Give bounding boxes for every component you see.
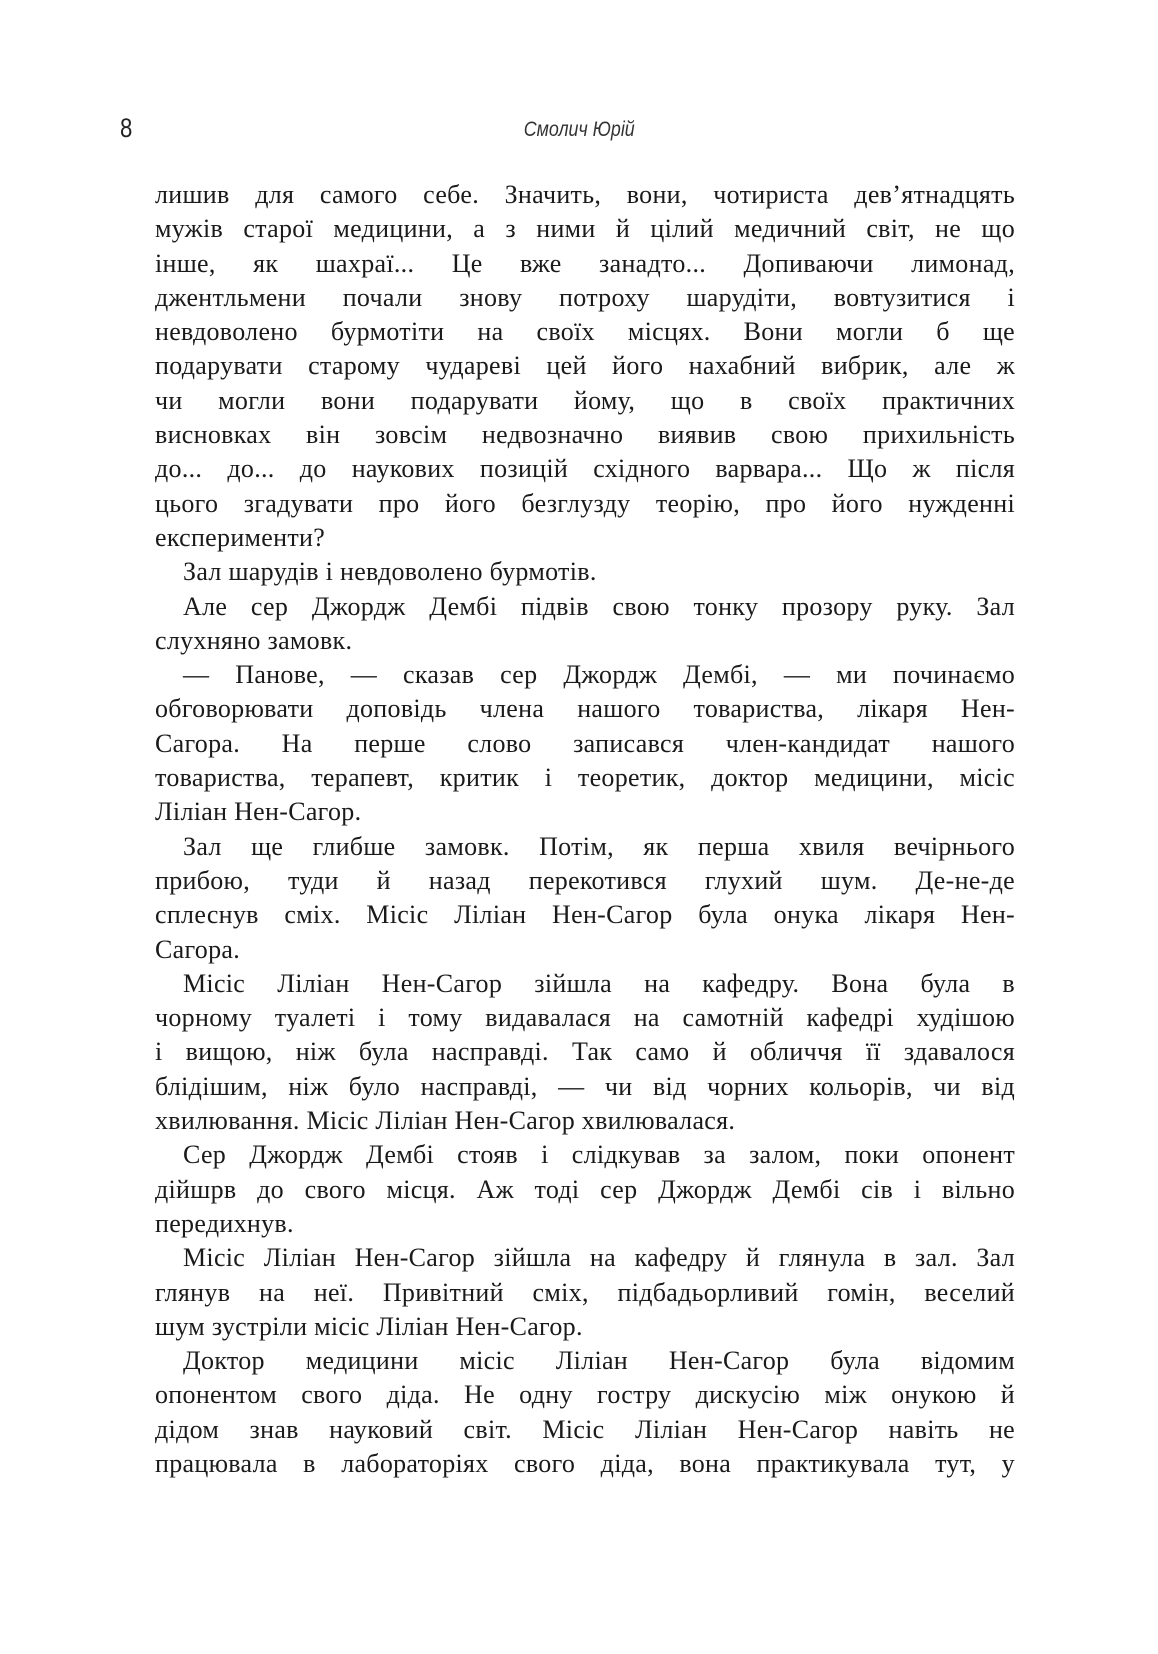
text-line: до... до... до наукових позицій східного варвара... Що ж після	[155, 454, 1015, 484]
text-line: висновках він зовсім недвозначно виявив свою прихильність	[155, 420, 1015, 450]
text-line: Але сер Джордж Дембі підвів свою тонку прозору руку. Зал	[183, 591, 1015, 621]
text-line: Місіс Ліліан Нен-Сагор зійшла на кафедру. Вона була в	[183, 968, 1015, 998]
text-line: мужів старої медицини, а з ними й цілий медичний світ, не що	[155, 214, 1015, 244]
text-line: сплеснув сміх. Місіс Ліліан Нен-Сагор була онука лікаря Нен-	[155, 900, 1015, 930]
text-line: — Панове, — сказав сер Джордж Дембі, — ми починаємо	[183, 660, 1015, 690]
page-number: 8	[120, 113, 133, 143]
text-line: Сагора.	[155, 934, 241, 964]
running-header	[0, 118, 1158, 142]
text-line: опонентом свого діда. Не одну гостру дискусію між онукою й	[155, 1380, 1015, 1410]
text-line: товариства, терапевт, критик і теоретик, доктор медицини, місіс	[155, 763, 1015, 793]
text-line: Доктор медицини місіс Ліліан Нен-Сагор була відомим	[183, 1346, 1015, 1376]
text-line: глянув на неї. Привітний сміх, підбадьорливий гомін, веселий	[155, 1277, 1015, 1307]
text-line: працювала в лабораторіях свого діда, вона практикувала тут, у	[155, 1448, 1015, 1478]
text-line: дійшрв до свого місця. Аж тоді сер Джордж Дембі сів і вільно	[155, 1174, 1015, 1204]
text-line: подарувати старому чудареві цей його нахабний вибрик, але ж	[155, 351, 1015, 381]
text-line: обговорювати доповідь члена нашого товариства, лікаря Нен-	[155, 694, 1015, 724]
text-line: чорному туалеті і тому видавалася на самотній кафедрі худішою	[155, 1003, 1015, 1033]
text-line: слухняно замовк.	[155, 625, 353, 655]
text-line: цього згадувати про його безглузду теорію, про його нужденні	[155, 488, 1015, 518]
author-name: Смолич Юрій	[523, 118, 635, 141]
text-line: передихнув.	[155, 1208, 294, 1238]
text-line: і вищою, ніж була насправді. Так само й обличчя її здавалося	[155, 1037, 1015, 1067]
text-line: експерименти?	[155, 522, 326, 552]
text-line: лишив для самого себе. Значить, вони, чотириста дев’ятнадцять	[155, 180, 1015, 209]
text-line: джентльмени почали знову потроху шарудіти, вовтузитися і	[155, 282, 1015, 312]
text-line: блідішим, ніж було насправді, — чи від чорних кольорів, чи від	[155, 1071, 1015, 1101]
text-line: невдоволено бурмотіти на своїх місцях. Вони могли б ще	[155, 317, 1015, 347]
text-line: Місіс Ліліан Нен-Сагор зійшла на кафедру й глянула в зал. Зал	[183, 1243, 1015, 1273]
text-line: Сер Джордж Дембі стояв і слідкував за залом, поки опонент	[183, 1140, 1015, 1170]
text-line: хвилювання. Місіс Ліліан Нен-Сагор хвилювалася.	[155, 1106, 736, 1136]
text-line: Ліліан Нен-Сагор.	[155, 797, 362, 827]
text-line: шум зустріли місіс Ліліан Нен-Сагор.	[155, 1311, 583, 1341]
text-line: чи могли вони подарувати йому, що в своїх практичних	[155, 385, 1015, 415]
text-line: прибою, туди й назад перекотився глухий шум. Де-не-де	[155, 865, 1015, 895]
text-line: інше, як шахраї... Це вже занадто... Допиваючи лимонад,	[155, 248, 1015, 278]
text-line: Зал ще глибше замовк. Потім, як перша хвиля вечірнього	[183, 831, 1015, 861]
text-line: Сагора. На перше слово записався член-кандидат нашого	[155, 728, 1015, 758]
text-line: дідом знав науковий світ. Місіс Ліліан Нен-Сагор навіть не	[155, 1414, 1015, 1444]
body-text	[155, 178, 1015, 1481]
text-line: Зал шарудів і невдоволено бурмотів.	[183, 557, 597, 587]
